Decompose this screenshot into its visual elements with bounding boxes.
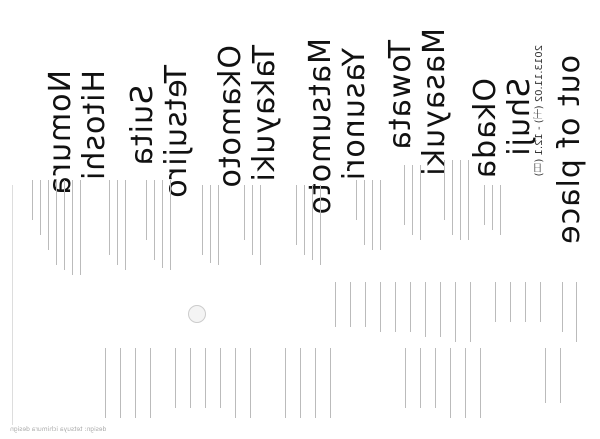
text-line [356, 180, 363, 220]
title-text: out of place [552, 55, 587, 245]
side-text-line [12, 185, 19, 425]
text-line [365, 282, 372, 327]
text-line [576, 282, 583, 342]
text-line [48, 180, 55, 250]
text-line [435, 348, 442, 408]
artist-first-name: Tetsujiro [159, 65, 194, 199]
text-line [495, 282, 502, 322]
text-line [395, 282, 402, 332]
text-line [32, 180, 39, 220]
text-line [244, 185, 251, 240]
text-line [320, 185, 327, 265]
text-line [562, 282, 569, 332]
artist-last-name: Nomura [43, 70, 78, 196]
exhibition-title [552, 55, 587, 245]
text-line [210, 185, 217, 263]
logo-mark [188, 305, 206, 323]
text-line [452, 160, 459, 235]
text-line [150, 348, 157, 418]
text-line [72, 180, 79, 275]
text-line [410, 282, 417, 332]
text-line [218, 185, 225, 265]
text-line [492, 185, 499, 230]
text-line [220, 348, 227, 408]
artist-first-name: Masayuki [417, 28, 452, 177]
text-line [117, 180, 124, 265]
artist-last-name: Okada [468, 78, 503, 180]
text-line [312, 185, 319, 260]
text-line [135, 348, 142, 418]
text-line [56, 180, 63, 265]
text-line [405, 348, 412, 408]
text-line [250, 348, 257, 418]
text-line [205, 348, 212, 408]
text-line [125, 180, 132, 270]
text-line [364, 180, 371, 245]
text-line [450, 348, 457, 418]
text-line [175, 348, 182, 408]
text-line [315, 348, 322, 418]
text-line [372, 180, 379, 250]
text-line [444, 160, 451, 220]
text-line [420, 348, 427, 408]
text-line [235, 348, 242, 418]
text-line [380, 180, 387, 250]
text-line [470, 282, 477, 342]
text-line [460, 160, 467, 240]
text-line [404, 165, 411, 225]
text-line [80, 180, 87, 275]
artist-last-name: Suita [125, 85, 160, 167]
design-credit: design: tetsuya ichimura design [10, 426, 107, 433]
text-line [146, 180, 153, 240]
text-line [412, 165, 419, 235]
text-line [252, 185, 259, 255]
text-line [545, 348, 552, 403]
text-line [350, 282, 357, 327]
text-line [285, 348, 292, 418]
text-line [420, 165, 427, 240]
text-line [64, 180, 71, 270]
text-line [480, 348, 487, 418]
text-line [162, 180, 169, 268]
text-line [465, 348, 472, 418]
text-line [380, 282, 387, 332]
text-line [425, 282, 432, 337]
text-line [260, 185, 267, 265]
artist-first-name: Yasunori [337, 48, 372, 182]
text-line [560, 348, 567, 403]
text-line [154, 180, 161, 260]
date-text: 2013.11.02 (土) - 12.1 (日) [534, 45, 545, 177]
text-line [468, 160, 475, 240]
text-line [500, 185, 507, 235]
text-line [455, 282, 462, 342]
text-line [40, 180, 47, 235]
text-line [304, 185, 311, 255]
text-line [300, 348, 307, 418]
text-line [120, 348, 127, 418]
text-line [109, 180, 116, 255]
artist-last-name: Towata [383, 40, 418, 151]
text-line [335, 282, 342, 327]
artist-first-name: Takayuki [247, 45, 282, 183]
text-line [330, 348, 337, 418]
text-line [296, 185, 303, 245]
text-line [484, 185, 491, 225]
text-line [170, 180, 177, 270]
text-line [105, 348, 112, 418]
text-line [525, 282, 532, 322]
text-line [190, 348, 197, 408]
artist-last-name: Matsumoto [303, 38, 338, 216]
text-line [440, 282, 447, 337]
text-line [540, 282, 547, 322]
text-line [510, 282, 517, 322]
text-line [202, 185, 209, 255]
artist-last-name: Okamoto [213, 45, 248, 189]
artist-first-name: Shuji [502, 78, 537, 157]
artist-first-name: Hitoshi [77, 70, 112, 181]
